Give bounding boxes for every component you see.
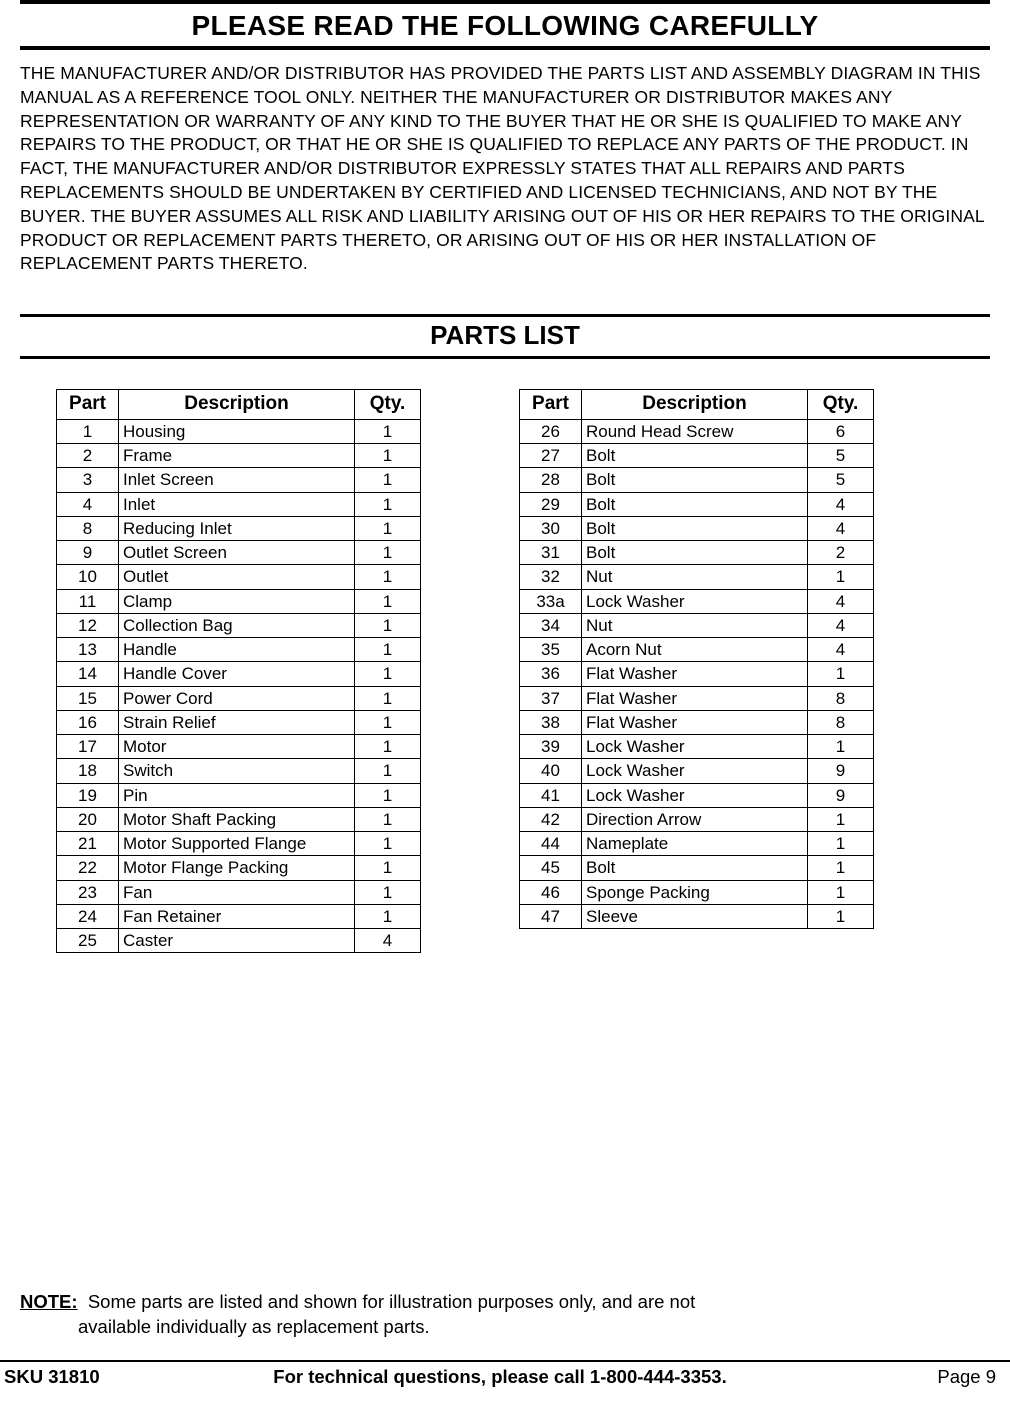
cell-part-number: 27 xyxy=(520,444,582,468)
cell-quantity: 1 xyxy=(355,686,421,710)
cell-quantity: 8 xyxy=(808,710,874,734)
cell-part-number: 3 xyxy=(57,468,119,492)
cell-description: Sleeve xyxy=(582,904,808,928)
table-row xyxy=(520,735,874,759)
cell-quantity: 1 xyxy=(355,735,421,759)
cell-description: Bolt xyxy=(582,516,808,540)
cell-quantity: 1 xyxy=(355,807,421,831)
tech-support-text: For technical questions, please call 1-800-444-3353. xyxy=(273,1366,727,1387)
cell-part-number: 12 xyxy=(57,613,119,637)
cell-part-number: 14 xyxy=(57,662,119,686)
cell-part-number: 8 xyxy=(57,516,119,540)
cell-description: Acorn Nut xyxy=(582,638,808,662)
table-row xyxy=(520,904,874,928)
cell-description: Lock Washer xyxy=(582,783,808,807)
table-row xyxy=(57,735,421,759)
cell-quantity: 1 xyxy=(355,419,421,443)
page-number: Page 9 xyxy=(937,1366,996,1387)
table-row xyxy=(520,589,874,613)
cell-description: Lock Washer xyxy=(582,589,808,613)
column-header-description: Description xyxy=(582,390,808,420)
table-row xyxy=(520,468,874,492)
cell-description: Round Head Screw xyxy=(582,419,808,443)
cell-description: Sponge Packing xyxy=(582,880,808,904)
cell-part-number: 37 xyxy=(520,686,582,710)
cell-quantity: 1 xyxy=(808,807,874,831)
table-row xyxy=(57,856,421,880)
cell-part-number: 19 xyxy=(57,783,119,807)
cell-description: Bolt xyxy=(582,444,808,468)
cell-part-number: 26 xyxy=(520,419,582,443)
table-row xyxy=(520,832,874,856)
cell-description: Strain Relief xyxy=(119,710,355,734)
cell-description: Fan xyxy=(119,880,355,904)
cell-description: Reducing Inlet xyxy=(119,516,355,540)
cell-part-number: 46 xyxy=(520,880,582,904)
cell-quantity: 1 xyxy=(355,444,421,468)
cell-description: Flat Washer xyxy=(582,662,808,686)
cell-part-number: 28 xyxy=(520,468,582,492)
table-header-row xyxy=(57,390,421,420)
cell-description: Lock Washer xyxy=(582,759,808,783)
table-row xyxy=(520,856,874,880)
table-row xyxy=(520,783,874,807)
cell-quantity: 1 xyxy=(355,589,421,613)
cell-quantity: 1 xyxy=(808,832,874,856)
table-row xyxy=(520,492,874,516)
top-divider xyxy=(20,0,990,4)
cell-description: Motor Supported Flange xyxy=(119,832,355,856)
cell-part-number: 30 xyxy=(520,516,582,540)
cell-part-number: 4 xyxy=(57,492,119,516)
table-row xyxy=(520,880,874,904)
parts-table-left xyxy=(56,389,421,953)
cell-part-number: 1 xyxy=(57,419,119,443)
column-header-part: Part xyxy=(520,390,582,420)
cell-description: Nut xyxy=(582,613,808,637)
cell-description: Flat Washer xyxy=(582,686,808,710)
cell-description: Handle xyxy=(119,638,355,662)
cell-part-number: 22 xyxy=(57,856,119,880)
table-row xyxy=(57,832,421,856)
table-row xyxy=(57,686,421,710)
cell-part-number: 23 xyxy=(57,880,119,904)
cell-part-number: 41 xyxy=(520,783,582,807)
cell-quantity: 4 xyxy=(808,492,874,516)
cell-quantity: 1 xyxy=(808,565,874,589)
table-row xyxy=(520,710,874,734)
cell-quantity: 4 xyxy=(355,929,421,953)
cell-part-number: 45 xyxy=(520,856,582,880)
cell-description: Caster xyxy=(119,929,355,953)
table-row xyxy=(520,541,874,565)
cell-quantity: 1 xyxy=(355,783,421,807)
cell-quantity: 1 xyxy=(355,856,421,880)
cell-quantity: 4 xyxy=(808,516,874,540)
cell-quantity: 1 xyxy=(355,541,421,565)
cell-quantity: 4 xyxy=(808,638,874,662)
cell-quantity: 5 xyxy=(808,468,874,492)
cell-quantity: 1 xyxy=(808,735,874,759)
cell-part-number: 13 xyxy=(57,638,119,662)
cell-part-number: 20 xyxy=(57,807,119,831)
table-row xyxy=(57,710,421,734)
cell-description: Bolt xyxy=(582,468,808,492)
cell-description: Inlet Screen xyxy=(119,468,355,492)
table-row xyxy=(57,638,421,662)
cell-description: Frame xyxy=(119,444,355,468)
table-row xyxy=(520,638,874,662)
cell-quantity: 9 xyxy=(808,783,874,807)
column-header-description: Description xyxy=(119,390,355,420)
table-row xyxy=(57,929,421,953)
cell-quantity: 1 xyxy=(355,710,421,734)
table-row xyxy=(57,880,421,904)
table-row xyxy=(57,613,421,637)
cell-description: Nameplate xyxy=(582,832,808,856)
cell-quantity: 1 xyxy=(355,492,421,516)
cell-quantity: 1 xyxy=(355,759,421,783)
cell-quantity: 1 xyxy=(355,516,421,540)
note-label: NOTE: xyxy=(20,1291,78,1312)
cell-quantity: 9 xyxy=(808,759,874,783)
cell-part-number: 24 xyxy=(57,904,119,928)
cell-description: Motor Flange Packing xyxy=(119,856,355,880)
cell-quantity: 1 xyxy=(355,565,421,589)
column-header-qty: Qty. xyxy=(355,390,421,420)
table-row xyxy=(520,662,874,686)
table-row xyxy=(57,468,421,492)
table-row xyxy=(520,565,874,589)
cell-part-number: 34 xyxy=(520,613,582,637)
column-header-qty: Qty. xyxy=(808,390,874,420)
cell-description: Bolt xyxy=(582,541,808,565)
table-row xyxy=(520,419,874,443)
cell-description: Housing xyxy=(119,419,355,443)
cell-quantity: 1 xyxy=(355,832,421,856)
table-row xyxy=(57,807,421,831)
table-row xyxy=(57,904,421,928)
note-line-2: available individually as replacement parts. xyxy=(78,1315,430,1337)
table-row xyxy=(57,759,421,783)
cell-quantity: 4 xyxy=(808,613,874,637)
table-header-row xyxy=(520,390,874,420)
cell-quantity: 1 xyxy=(355,904,421,928)
cell-description: Power Cord xyxy=(119,686,355,710)
table-body-left xyxy=(57,419,421,953)
cell-part-number: 31 xyxy=(520,541,582,565)
cell-quantity: 1 xyxy=(355,662,421,686)
table-row xyxy=(520,516,874,540)
cell-description: Flat Washer xyxy=(582,710,808,734)
disclaimer-text: THE MANUFACTURER AND/OR DISTRIBUTOR HAS PROVIDED THE PARTS LIST AND ASSEMBLY DIAGRAM IN THIS MANUAL AS A REFERENCE TOOL ONLY. NEITHER THE MANUFACTURER OR DISTRIBUTOR MAKES ANY REPRESENTATION OR WARRANTY OF ANY KIND TO THE BUYER THAT HE OR SHE IS QUALIFIED TO MAKE ANY REPAIRS TO THE PRODUCT, OR THAT HE OR SHE IS QUALIFIED TO REPLACE ANY PARTS OF THE PRODUCT. IN FACT, THE MANUFACTURER AND/OR DISTRIBUTOR EXPRESSLY STATES THAT ALL REPAIRS AND PARTS REPLACEMENTS SHOULD BE UNDERTAKEN BY CERTIFIED AND LICENSED TECHNICIANS, AND NOT BY THE BUYER. THE BUYER ASSUMES ALL RISK AND LIABILITY ARISING OUT OF HIS OR HER REPAIRS TO THE ORIGINAL PRODUCT OR REPLACEMENT PARTS THERETO, OR ARISING OUT OF HIS OR HER INSTALLATION OF REPLACEMENT PARTS THERETO. xyxy=(20,63,985,274)
cell-quantity: 1 xyxy=(355,638,421,662)
cell-part-number: 25 xyxy=(57,929,119,953)
cell-part-number: 16 xyxy=(57,710,119,734)
cell-quantity: 1 xyxy=(355,468,421,492)
cell-part-number: 32 xyxy=(520,565,582,589)
cell-description: Bolt xyxy=(582,492,808,516)
column-header-part: Part xyxy=(57,390,119,420)
cell-description: Bolt xyxy=(582,856,808,880)
cell-part-number: 2 xyxy=(57,444,119,468)
cell-part-number: 44 xyxy=(520,832,582,856)
table-row xyxy=(57,516,421,540)
note-line-1: Some parts are listed and shown for illustration purposes only, and are not xyxy=(87,1291,696,1312)
cell-part-number: 35 xyxy=(520,638,582,662)
cell-quantity: 5 xyxy=(808,444,874,468)
table-row xyxy=(520,613,874,637)
table-row xyxy=(520,759,874,783)
cell-description: Collection Bag xyxy=(119,613,355,637)
table-row xyxy=(57,541,421,565)
table-row xyxy=(520,444,874,468)
parts-list-heading: PARTS LIST xyxy=(430,320,580,351)
cell-quantity: 4 xyxy=(808,589,874,613)
note-block xyxy=(20,1290,990,1340)
cell-part-number: 18 xyxy=(57,759,119,783)
table-row xyxy=(520,807,874,831)
table-row xyxy=(57,419,421,443)
table-row xyxy=(57,492,421,516)
cell-description: Handle Cover xyxy=(119,662,355,686)
table-row xyxy=(57,565,421,589)
cell-quantity: 2 xyxy=(808,541,874,565)
cell-description: Lock Washer xyxy=(582,735,808,759)
cell-description: Outlet Screen xyxy=(119,541,355,565)
table-row xyxy=(57,662,421,686)
page-footer xyxy=(0,1360,1010,1388)
cell-quantity: 1 xyxy=(355,880,421,904)
cell-description: Pin xyxy=(119,783,355,807)
cell-quantity: 1 xyxy=(808,880,874,904)
cell-description: Nut xyxy=(582,565,808,589)
cell-description: Switch xyxy=(119,759,355,783)
cell-part-number: 38 xyxy=(520,710,582,734)
cell-part-number: 21 xyxy=(57,832,119,856)
table-body-right xyxy=(520,419,874,928)
page-title: PLEASE READ THE FOLLOWING CAREFULLY xyxy=(20,8,990,50)
table-row xyxy=(520,686,874,710)
cell-part-number: 17 xyxy=(57,735,119,759)
cell-quantity: 6 xyxy=(808,419,874,443)
parts-list-heading-block xyxy=(20,314,990,359)
cell-description: Motor Shaft Packing xyxy=(119,807,355,831)
sku-label: SKU 31810 xyxy=(4,1366,100,1387)
cell-part-number: 11 xyxy=(57,589,119,613)
cell-quantity: 1 xyxy=(808,904,874,928)
table-row xyxy=(57,589,421,613)
cell-part-number: 42 xyxy=(520,807,582,831)
cell-description: Outlet xyxy=(119,565,355,589)
cell-quantity: 1 xyxy=(808,662,874,686)
cell-quantity: 8 xyxy=(808,686,874,710)
cell-part-number: 40 xyxy=(520,759,582,783)
cell-part-number: 9 xyxy=(57,541,119,565)
cell-part-number: 33a xyxy=(520,589,582,613)
cell-part-number: 10 xyxy=(57,565,119,589)
cell-description: Fan Retainer xyxy=(119,904,355,928)
cell-description: Motor xyxy=(119,735,355,759)
cell-part-number: 15 xyxy=(57,686,119,710)
parts-tables xyxy=(20,389,990,953)
cell-part-number: 36 xyxy=(520,662,582,686)
cell-quantity: 1 xyxy=(808,856,874,880)
table-row xyxy=(57,444,421,468)
table-row xyxy=(57,783,421,807)
cell-quantity: 1 xyxy=(355,613,421,637)
cell-description: Inlet xyxy=(119,492,355,516)
cell-description: Clamp xyxy=(119,589,355,613)
cell-part-number: 39 xyxy=(520,735,582,759)
cell-part-number: 47 xyxy=(520,904,582,928)
cell-part-number: 29 xyxy=(520,492,582,516)
parts-table-right xyxy=(519,389,874,929)
cell-description: Direction Arrow xyxy=(582,807,808,831)
